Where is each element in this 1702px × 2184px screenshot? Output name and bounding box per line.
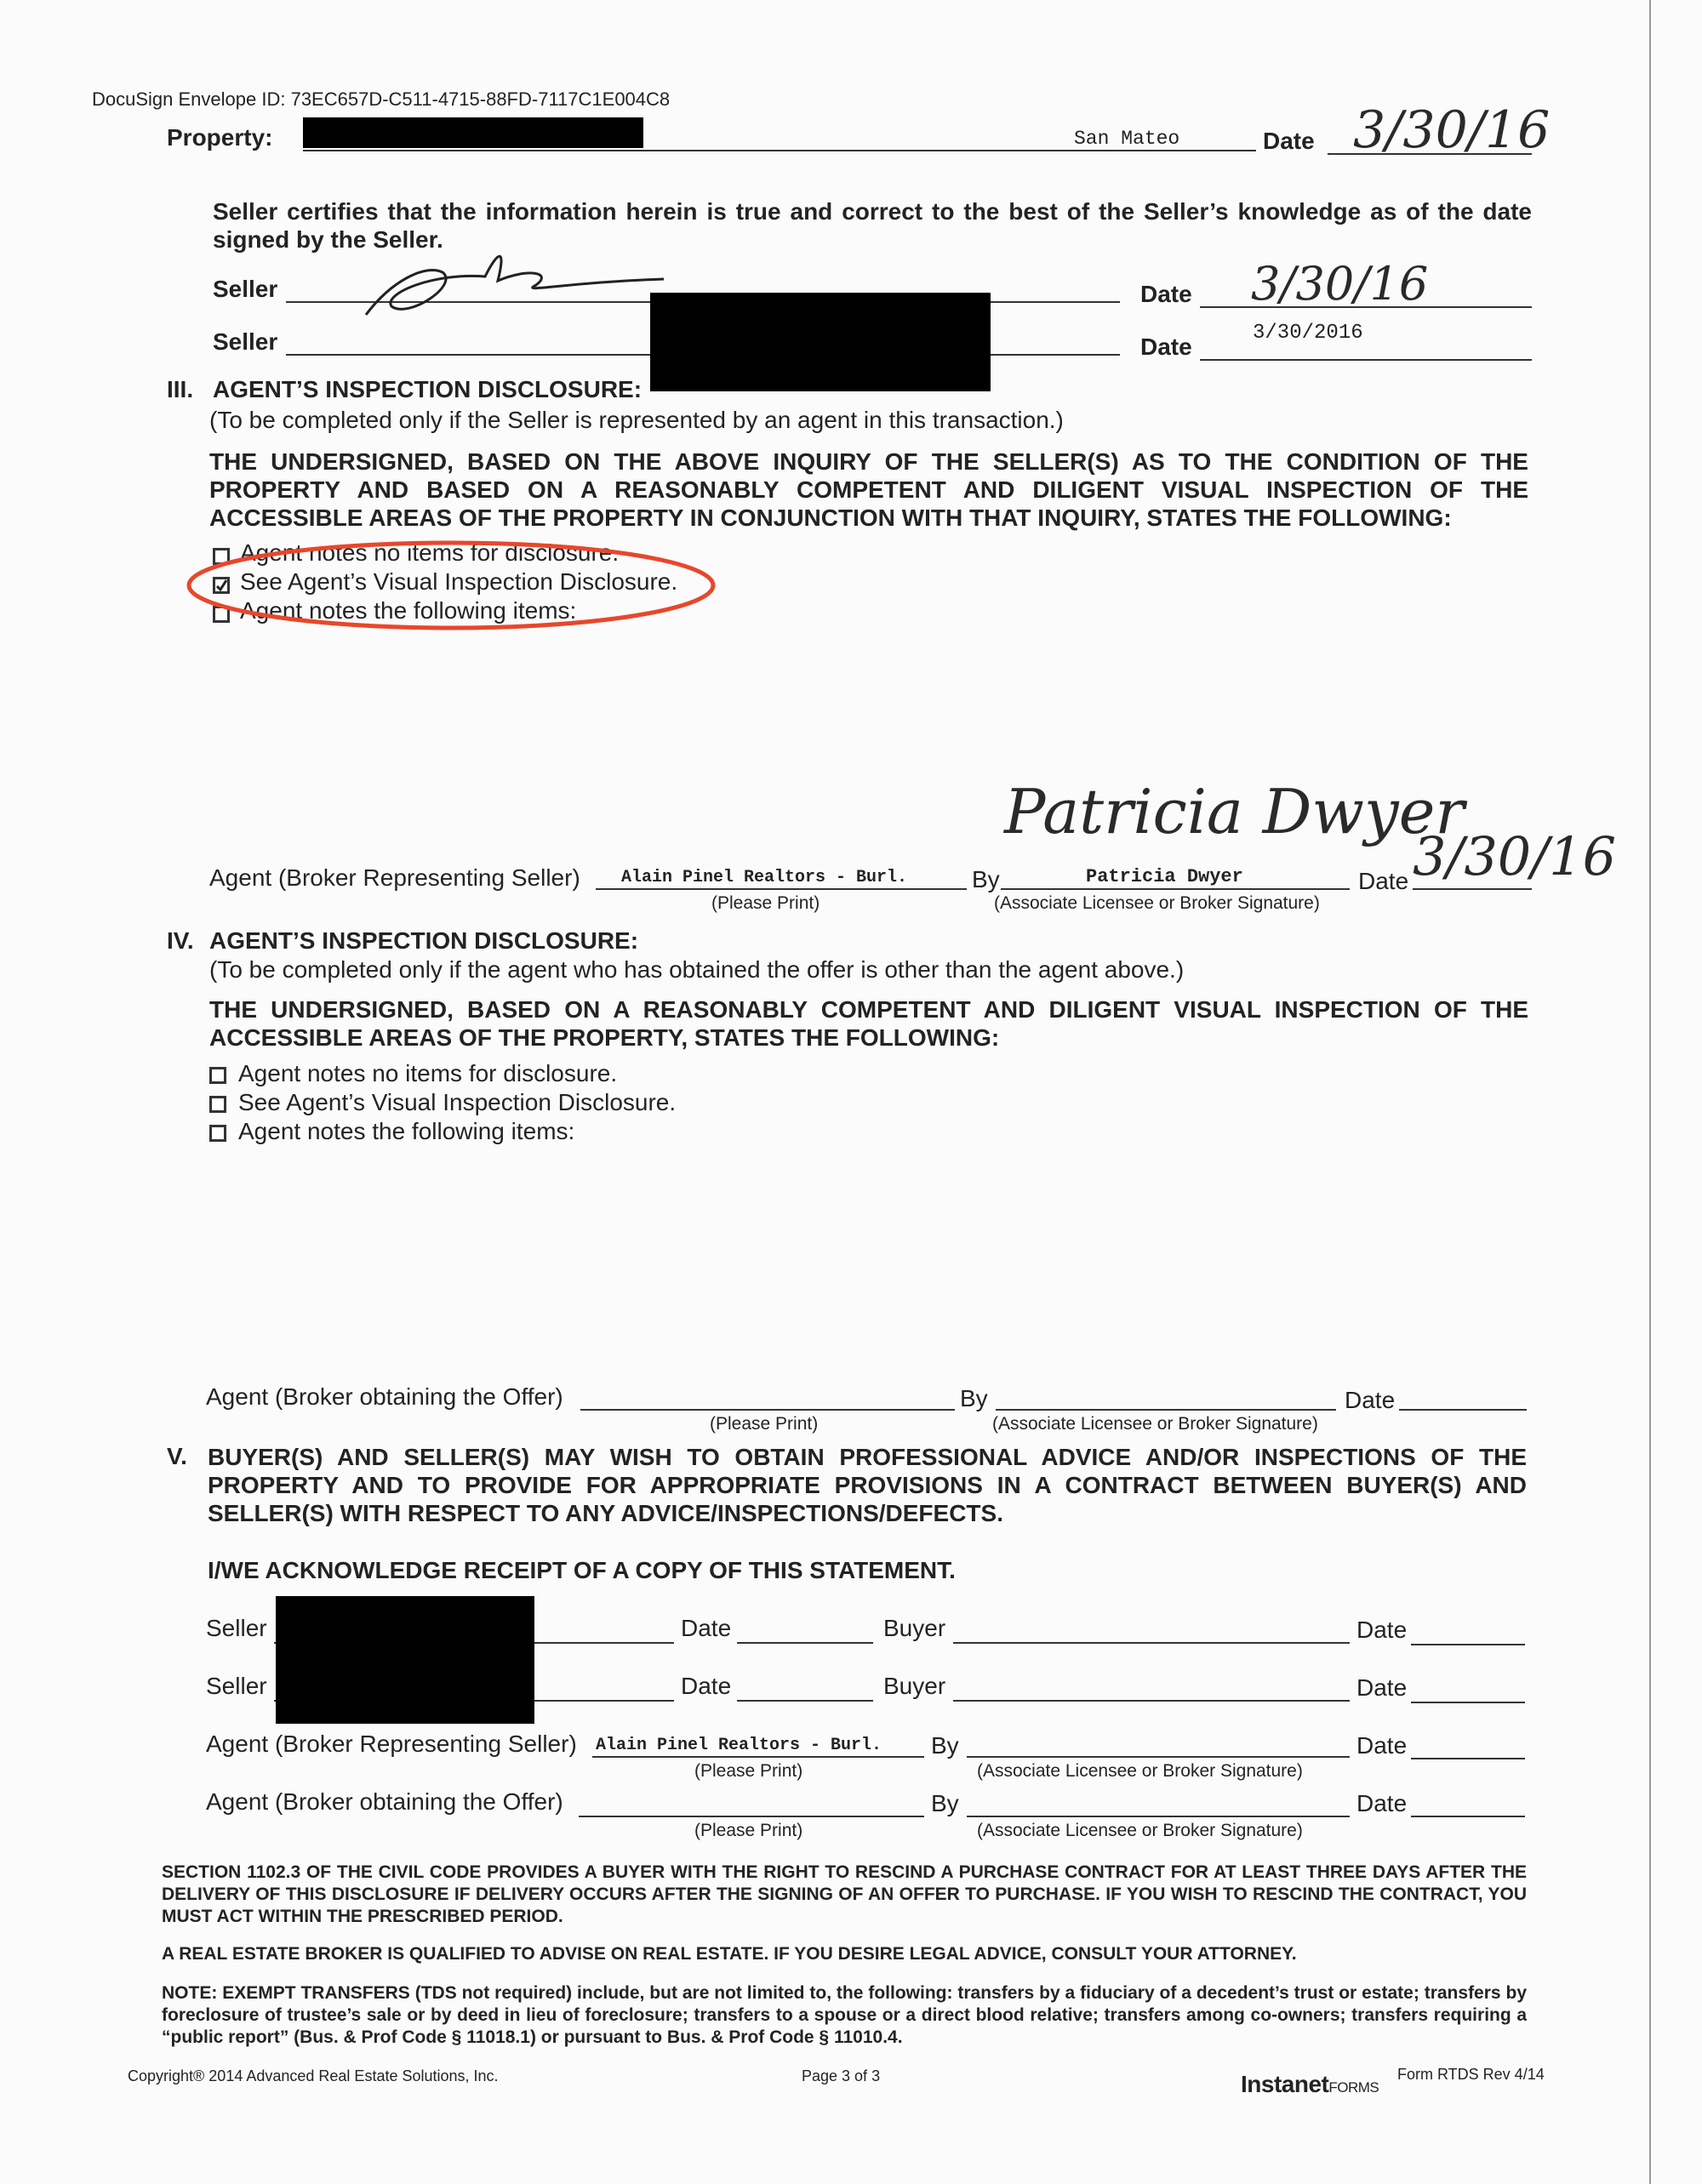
annotation-circle	[179, 536, 723, 638]
section5-buyer1-date-label: Date	[1356, 1617, 1408, 1643]
section5-agent-seller-associate-caption: (Associate Licensee or Broker Signature)	[977, 1761, 1303, 1781]
section4-agent-label: Agent (Broker obtaining the Offer)	[206, 1383, 563, 1410]
section3-broker-line	[596, 888, 967, 890]
section5-seller1-date-line	[737, 1642, 873, 1644]
seller-name-redaction	[650, 293, 991, 391]
section5-seller2-label: Seller	[206, 1673, 267, 1699]
section5-agent-offer-please-print: (Please Print)	[694, 1821, 803, 1840]
section5-buyer2-date-label: Date	[1356, 1674, 1408, 1701]
section3-title: AGENT’S INSPECTION DISCLOSURE:	[213, 376, 643, 402]
section3-associate-line	[1001, 888, 1350, 890]
section5-agent-offer-label: Agent (Broker obtaining the Offer)	[206, 1788, 563, 1815]
property-redaction	[303, 117, 643, 148]
certification-text: Seller certifies that the information herein is true and correct to the best of the Seller’s knowledge as of the date signed by the Seller.	[213, 198, 1532, 253]
section4-please-print: (Please Print)	[710, 1414, 819, 1434]
section4-associate-caption: (Associate Licensee or Broker Signature)	[992, 1414, 1318, 1434]
section3-date-handwritten: 3/30/16	[1413, 825, 1617, 887]
section4-checkbox-following-items[interactable]	[209, 1125, 226, 1142]
seller2-date-typed: 3/30/2016	[1253, 322, 1363, 345]
seller1-date-handwritten: 3/30/16	[1251, 257, 1429, 311]
section5-seller1-date-label: Date	[681, 1615, 732, 1641]
section4-date-label: Date	[1345, 1387, 1396, 1413]
section3-broker-name: Alain Pinel Realtors - Burl.	[621, 868, 908, 887]
section5-agent-seller-associate-line	[967, 1756, 1350, 1758]
instanet-logo	[1241, 2071, 1379, 2098]
instanet-logo-sub: FORMS	[1328, 2079, 1379, 2096]
section3-option-following-items: Agent notes the following items:	[240, 597, 577, 624]
section3-associate-name: Patricia Dwyer	[1086, 866, 1243, 887]
page-number: Page 3 of 3	[802, 2067, 881, 2084]
section3-note: (To be completed only if the Seller is represented by an agent in this transaction.)	[209, 407, 1064, 433]
seller2-date-line	[1200, 359, 1532, 361]
section4-option-visual-inspection: See Agent’s Visual Inspection Disclosure.	[238, 1089, 677, 1115]
section4-checkbox-visual-inspection[interactable]	[209, 1096, 226, 1113]
seller1-label: Seller	[213, 276, 278, 302]
section5-agent-offer-date-line	[1411, 1816, 1525, 1817]
header-date-handwritten: 3/30/16	[1353, 100, 1551, 160]
section5-seller2-date-line	[737, 1700, 873, 1702]
section3-associate-caption: (Associate Licensee or Broker Signature)	[994, 893, 1320, 913]
section4-statement: THE UNDERSIGNED, BASED ON A REASONABLY COMPETENT AND DILIGENT VISUAL INSPECTION OF THE ACCESSIBLE AREAS OF THE PROPERTY, STATES THE FOLLOWING:	[209, 996, 1528, 1051]
section5-acknowledge: I/WE ACKNOWLEDGE RECEIPT OF A COPY OF THIS STATEMENT.	[208, 1557, 956, 1583]
section4-by-label: By	[960, 1385, 988, 1411]
section4-title: AGENT’S INSPECTION DISCLOSURE:	[209, 927, 639, 954]
seller1-signature	[357, 247, 681, 323]
section4-option-no-items: Agent notes no items for disclosure.	[238, 1060, 618, 1086]
section3-option-no-items: Agent notes no items for disclosure.	[240, 539, 620, 566]
section3-by-label: By	[972, 866, 1000, 892]
section3-please-print: (Please Print)	[711, 893, 820, 913]
section5-agent-seller-date-label: Date	[1356, 1732, 1408, 1759]
section5-agent-seller-label: Agent (Broker Representing Seller)	[206, 1731, 577, 1757]
section3-agent-signature: Patricia Dwyer	[1004, 776, 1465, 847]
form-id: Form RTDS Rev 4/14	[1397, 2066, 1545, 2083]
header-date-label: Date	[1263, 128, 1315, 154]
section5-agent-offer-by-label: By	[931, 1790, 959, 1816]
section5-broker-name: Alain Pinel Realtors - Burl.	[596, 1736, 882, 1755]
section4-note: (To be completed only if the agent who has obtained the offer is other than the agent above.)	[209, 956, 1185, 983]
section5-agent-offer-broker-line	[579, 1816, 924, 1817]
seller2-label: Seller	[213, 328, 278, 355]
seller2-date-label: Date	[1140, 334, 1192, 360]
section4-associate-line	[996, 1409, 1336, 1411]
section5-buyer2-label: Buyer	[883, 1673, 946, 1699]
section5-statement: BUYER(S) AND SELLER(S) MAY WISH TO OBTAIN PROFESSIONAL ADVICE AND/OR INSPECTIONS OF THE PROPERTY AND TO PROVIDE FOR APPROPRIATE PROVISIONS IN A CONTRACT BETWEEN BUYER(S) AND SELLER(S) WITH RESPECT TO ANY ADVICE/INSPECTIONS/DEFECTS.	[208, 1444, 1527, 1526]
section5-numeral: V.	[167, 1443, 187, 1469]
section5-buyer2-line	[953, 1700, 1350, 1702]
section3-statement: THE UNDERSIGNED, BASED ON THE ABOVE INQUIRY OF THE SELLER(S) AS TO THE CONDITION OF THE PROPERTY AND BASED ON A REASONABLY COMPETENT AND DILIGENT VISUAL INSPECTION OF THE ACCESSIBLE AREAS OF THE PROPERTY IN CONJUNCTION WITH THAT INQUIRY, STATES THE FOLLOWING:	[209, 448, 1528, 531]
section5-agent-seller-please-print: (Please Print)	[694, 1761, 803, 1781]
section4-broker-line	[580, 1409, 955, 1411]
section4-option-following-items: Agent notes the following items:	[238, 1118, 575, 1144]
section5-agent-offer-date-label: Date	[1356, 1790, 1408, 1816]
section3-numeral: III.	[167, 376, 194, 402]
section3-option-visual-inspection: See Agent’s Visual Inspection Disclosure.	[240, 568, 678, 595]
section3-date-line	[1413, 888, 1532, 890]
section5-agent-offer-associate-caption: (Associate Licensee or Broker Signature)	[977, 1821, 1303, 1840]
section4-numeral: IV.	[167, 927, 194, 954]
section5-seller-redaction	[276, 1596, 534, 1724]
scan-edge	[1649, 0, 1651, 2184]
section5-agent-seller-by-label: By	[931, 1732, 959, 1759]
section5-buyer1-label: Buyer	[883, 1615, 946, 1641]
section5-agent-seller-broker-line	[592, 1756, 924, 1758]
section4-checkbox-no-items[interactable]	[209, 1067, 226, 1084]
property-city: San Mateo	[1074, 128, 1180, 150]
section4-date-line	[1399, 1409, 1527, 1411]
section5-buyer1-date-line	[1411, 1644, 1525, 1645]
section3-date-label: Date	[1358, 868, 1409, 894]
seller1-date-label: Date	[1140, 281, 1192, 307]
property-line	[303, 150, 1256, 151]
property-label: Property:	[167, 124, 273, 151]
section3-agent-label: Agent (Broker Representing Seller)	[209, 864, 580, 891]
section5-buyer1-line	[953, 1642, 1350, 1644]
section5-agent-offer-associate-line	[967, 1816, 1350, 1817]
section5-agent-seller-date-line	[1411, 1758, 1525, 1759]
section5-seller2-date-label: Date	[681, 1673, 732, 1699]
section5-seller1-label: Seller	[206, 1615, 267, 1641]
copyright: Copyright® 2014 Advanced Real Estate Solutions, Inc.	[128, 2067, 499, 2084]
section5-buyer2-date-line	[1411, 1702, 1525, 1703]
exempt-transfers-note: NOTE: EXEMPT TRANSFERS (TDS not required) include, but are not limited to, the following: transfers by a fiduciary of a decedent’s trust or estate; transfers by foreclosure of trustee’s sale or by deed in lieu of foreclosure; transfers to a spouse or a direct blood relative; transfers among co-owners; transfers requiring a “public report” (Bus. & Prof Code § 11018.1) or pursuant to Bus. & Prof Code § 11010.4.	[162, 1983, 1527, 2047]
section-1102-notice: SECTION 1102.3 OF THE CIVIL CODE PROVIDES A BUYER WITH THE RIGHT TO RESCIND A PURCHASE CONTRACT FOR AT LEAST THREE DAYS AFTER THE DELIVERY OF THIS DISCLOSURE IF DELIVERY OCCURS AFTER THE SIGNING OF AN OFFER TO PURCHASE. IF YOU WISH TO RESCIND THE CONTRACT, YOU MUST ACT WITHIN THE PRESCRIBED PERIOD.	[162, 1862, 1527, 1926]
instanet-logo-main: Instanet	[1241, 2071, 1329, 2097]
envelope-id: DocuSign Envelope ID: 73EC657D-C511-4715-88FD-7117C1E004C8	[92, 88, 671, 110]
broker-advice-notice: A REAL ESTATE BROKER IS QUALIFIED TO ADVISE ON REAL ESTATE. IF YOU DESIRE LEGAL ADVICE, CONSULT YOUR ATTORNEY.	[162, 1944, 1297, 1964]
